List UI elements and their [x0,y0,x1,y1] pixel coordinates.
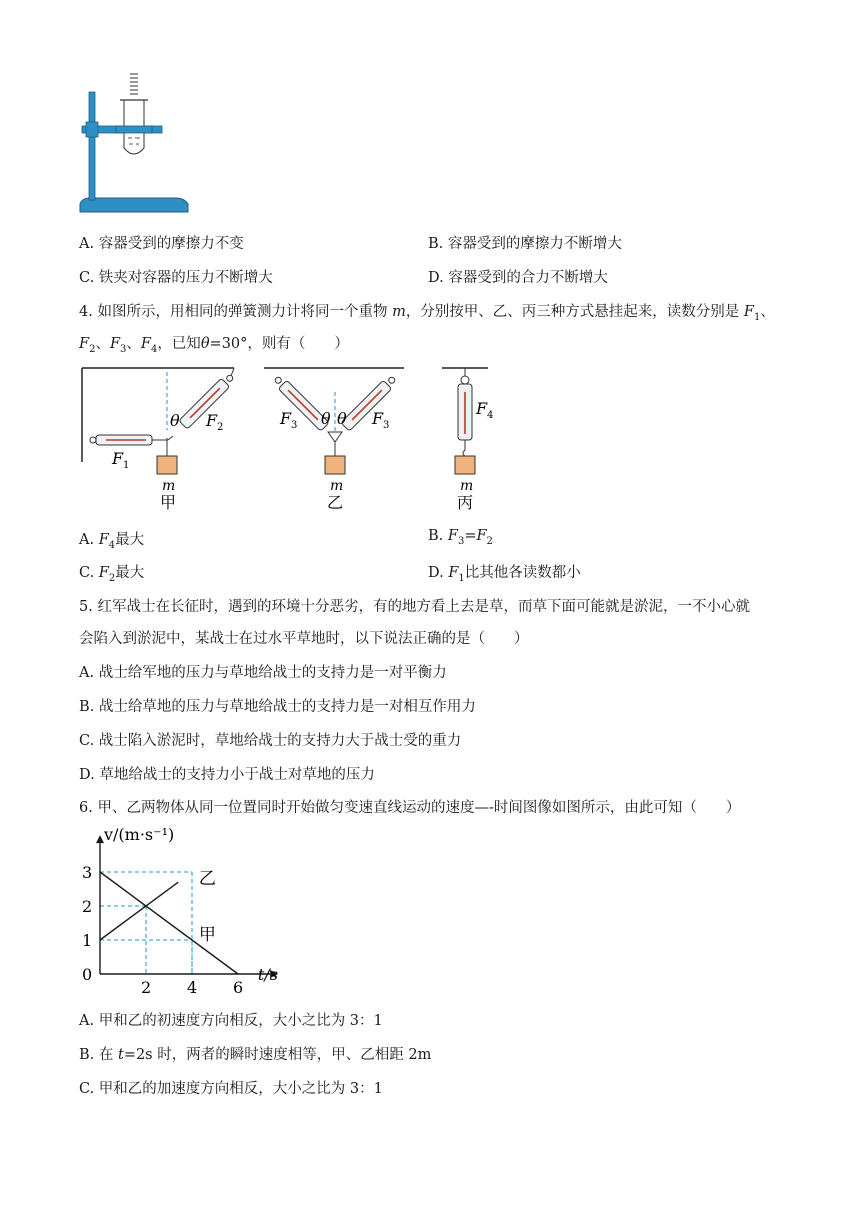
q6-option-c: C. 甲和乙的加速度方向相反，大小之比为 3：1 [79,1081,383,1097]
svg-text:θ: θ [321,409,331,428]
y-tick-label: 2 [82,897,93,916]
series-line-0 [100,872,238,974]
series-line-1 [100,882,178,940]
svg-text:3: 3 [383,420,390,431]
y-axis-arrow [96,835,104,843]
q4-option-b: B. $F_3=F_2$ [428,528,493,547]
q5-option-b: B. 战士给草地的压力与草地给战士的支持力是一对相互作用力 [79,699,476,715]
q6-stem: 6. 甲、乙两物体从同一位置同时开始做匀变速直线运动的速度—-时间图像如图所示，由此可知（ ） [79,800,741,816]
svg-text:F: F [476,399,488,418]
q4-stem-line1: 4. 如图所示，用相同的弹簧测力计将同一个重物 m，分别按甲、乙、丙三种方式悬挂起来，读数分别是 $F_1$、 [79,304,775,323]
svg-text:甲: 甲 [160,493,177,512]
svg-text:m: m [460,478,474,494]
svg-text:1: 1 [123,460,130,471]
setup-jia [82,368,236,512]
q3-option-a: A. 容器受到的摩擦力不变 [79,236,244,252]
q6-option-a: A. 甲和乙的初速度方向相反，大小之比为 3：1 [79,1013,383,1029]
q5-option-a: A. 战士给军地的压力与草地给战士的支持力是一对平衡力 [79,665,447,681]
y-tick-label: 3 [82,863,93,882]
q5-stem-line1: 5. 红军战士在长征时，遇到的环境十分恶劣，有的地方看上去是草，而草下面可能就是淤泥，一不小心就 [79,599,750,615]
svg-text:F: F [112,449,124,468]
svg-text:m: m [330,478,344,494]
svg-text:乙: 乙 [327,493,344,512]
svg-text:F: F [372,409,384,428]
velocity-time-chart [76,822,296,998]
iron-stand-figure [76,70,194,218]
svg-text:θ: θ [337,409,347,428]
q6-option-b: B. 在 t=2s 时，两者的瞬时速度相等，甲、乙相距 2m [79,1047,432,1063]
x-tick-label: 2 [141,978,152,997]
q5-option-c: C. 战士陷入淤泥时，草地给战士的支持力大于战士受的重力 [79,733,462,749]
y-tick-label: 1 [82,931,93,950]
setup-yi [264,368,404,512]
q5-option-d: D. 草地给战士的支持力小于战士对草地的压力 [79,767,375,783]
svg-text:F: F [280,409,292,428]
series-label-yi: 乙 [198,868,216,889]
svg-text:丙: 丙 [457,493,474,512]
q4-spring-scales-figure [76,362,496,512]
svg-text:2: 2 [217,422,224,433]
q3-option-c: C. 铁夹对容器的压力不断增大 [79,270,273,286]
q4-option-c: C. $F_2$最大 [79,565,145,584]
svg-text:θ: θ [170,411,180,430]
setup-bing [442,368,493,512]
q4-option-a: A. $F_4$最大 [79,532,145,551]
svg-text:4: 4 [487,410,494,421]
x-axis-label: t/s [257,965,278,984]
origin-label: 0 [82,965,93,984]
q5-stem-line2: 会陷入到淤泥中，某战士在过水平草地时，以下说法正确的是（ ） [79,631,529,647]
x-tick-label: 4 [187,978,198,997]
q3-option-b: B. 容器受到的摩擦力不断增大 [428,236,622,252]
svg-text:3: 3 [291,420,298,431]
svg-text:m: m [162,478,176,494]
x-tick-label: 6 [233,978,244,997]
q3-option-d: D. 容器受到的合力不断增大 [428,270,608,286]
y-axis-label: v/(m·s⁻¹) [104,825,175,844]
svg-text:F: F [206,411,218,430]
q4-stem-line2: $F_2$、$F_3$、$F_4$，已知θ=30°，则有（ ） [79,336,349,355]
q4-option-d: D. $F_1$比其他各读数都小 [428,565,581,584]
series-label-jia: 甲 [198,925,216,945]
